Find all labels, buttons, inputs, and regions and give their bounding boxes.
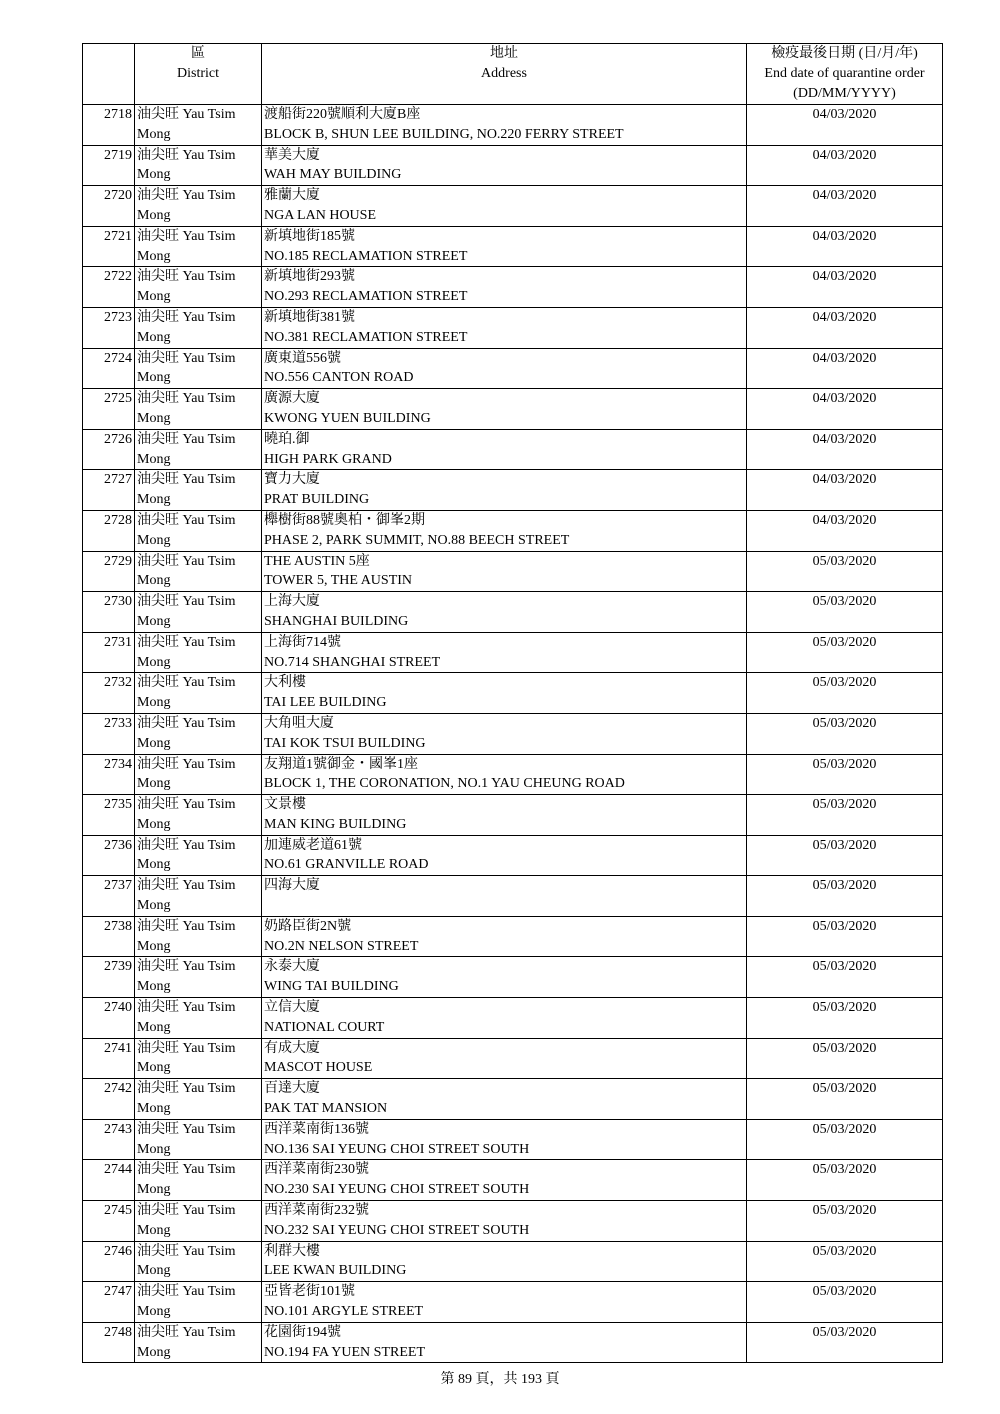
- header-district-en: District: [177, 65, 219, 81]
- row-number: 2725: [83, 389, 135, 430]
- district-line-1: 油尖旺 Yau Tsim: [137, 350, 236, 366]
- address-en: NGA LAN HOUSE: [264, 207, 376, 223]
- address-en: LEE KWAN BUILDING: [264, 1263, 407, 1279]
- table-row: [83, 957, 943, 998]
- address-zh: 花園街194號: [264, 1324, 341, 1340]
- address-en: NO.232 SAI YEUNG CHOI STREET SOUTH: [264, 1222, 530, 1238]
- district-line-2: Mong: [137, 167, 171, 183]
- row-address: [262, 592, 747, 633]
- district-line-2: Mong: [137, 735, 171, 751]
- address-zh: 廣源大廈: [264, 391, 320, 407]
- district-line-2: Mong: [137, 492, 171, 508]
- address-zh: 寶力大廈: [264, 472, 320, 488]
- address-en: NO.185 RECLAMATION STREET: [264, 248, 468, 264]
- row-number: 2731: [83, 632, 135, 673]
- address-en: NO.714 SHANGHAI STREET: [264, 654, 441, 670]
- row-end-date: 04/03/2020: [747, 186, 943, 227]
- header-district-zh: 區: [191, 46, 205, 61]
- address-zh: 曉珀.御: [264, 431, 310, 447]
- row-end-date: 05/03/2020: [747, 1322, 943, 1363]
- header-date-en: End date of quarantine order: [764, 65, 925, 81]
- district-line-1: 油尖旺 Yau Tsim: [137, 715, 236, 731]
- district-line-2: Mong: [137, 1141, 171, 1157]
- row-number: 2742: [83, 1079, 135, 1120]
- row-number: 2741: [83, 1038, 135, 1079]
- address-en: NO.101 ARGYLE STREET: [264, 1304, 424, 1320]
- district-line-2: Mong: [137, 1060, 171, 1076]
- district-line-1: 油尖旺 Yau Tsim: [137, 837, 236, 853]
- table-row: [83, 551, 943, 592]
- table-row: [83, 632, 943, 673]
- address-zh: 友翔道1號御金・國峯1座: [264, 756, 418, 772]
- address-en: NO.556 CANTON ROAD: [264, 370, 414, 386]
- address-en: TAI KOK TSUI BUILDING: [264, 735, 426, 751]
- address-zh: 利群大樓: [264, 1243, 320, 1259]
- district-line-1: 油尖旺 Yau Tsim: [137, 1203, 236, 1219]
- row-end-date: 04/03/2020: [747, 307, 943, 348]
- district-line-1: 油尖旺 Yau Tsim: [137, 797, 236, 813]
- row-number: 2748: [83, 1322, 135, 1363]
- address-en: SHANGHAI BUILDING: [264, 613, 409, 629]
- row-district: [135, 1282, 262, 1323]
- address-zh: 上海大廈: [264, 594, 320, 610]
- district-line-2: Mong: [137, 776, 171, 792]
- table-row: [83, 470, 943, 511]
- row-end-date: 05/03/2020: [747, 551, 943, 592]
- address-en: PAK TAT MANSION: [264, 1101, 388, 1117]
- row-number: 2734: [83, 754, 135, 795]
- row-address: [262, 754, 747, 795]
- row-end-date: 05/03/2020: [747, 1241, 943, 1282]
- table-row: [83, 267, 943, 308]
- address-zh: 西洋菜南街232號: [264, 1203, 369, 1219]
- table-row: [83, 510, 943, 551]
- row-number: 2724: [83, 348, 135, 389]
- address-zh: 立信大廈: [264, 1000, 320, 1016]
- district-line-1: 油尖旺 Yau Tsim: [137, 431, 236, 447]
- row-number: 2745: [83, 1201, 135, 1242]
- district-line-1: 油尖旺 Yau Tsim: [137, 1284, 236, 1300]
- district-line-2: Mong: [137, 573, 171, 589]
- table-row: [83, 1079, 943, 1120]
- row-end-date: 04/03/2020: [747, 510, 943, 551]
- address-zh: 亞皆老街101號: [264, 1284, 355, 1300]
- table-row: [83, 916, 943, 957]
- district-line-2: Mong: [137, 816, 171, 832]
- row-address: [262, 632, 747, 673]
- table-row: [83, 105, 943, 146]
- row-address: [262, 348, 747, 389]
- row-number: 2740: [83, 998, 135, 1039]
- row-end-date: 05/03/2020: [747, 632, 943, 673]
- row-district: [135, 998, 262, 1039]
- row-district: [135, 592, 262, 633]
- table-row: [83, 1322, 943, 1363]
- row-end-date: 05/03/2020: [747, 795, 943, 836]
- row-number: 2718: [83, 105, 135, 146]
- address-en: PRAT BUILDING: [264, 492, 370, 508]
- district-line-2: Mong: [137, 938, 171, 954]
- row-district: [135, 1079, 262, 1120]
- district-line-1: 油尖旺 Yau Tsim: [137, 553, 236, 569]
- district-line-1: 油尖旺 Yau Tsim: [137, 959, 236, 975]
- row-address: [262, 1241, 747, 1282]
- district-line-1: 油尖旺 Yau Tsim: [137, 391, 236, 407]
- district-line-2: Mong: [137, 329, 171, 345]
- row-number: 2736: [83, 835, 135, 876]
- row-address: [262, 835, 747, 876]
- row-address: [262, 429, 747, 470]
- address-zh: 上海街714號: [264, 634, 341, 650]
- row-end-date: 05/03/2020: [747, 1282, 943, 1323]
- address-zh: 新填地街185號: [264, 228, 355, 244]
- address-en: TAI LEE BUILDING: [264, 695, 387, 711]
- row-end-date: 04/03/2020: [747, 429, 943, 470]
- table-row: [83, 998, 943, 1039]
- row-address: [262, 267, 747, 308]
- table-row: [83, 795, 943, 836]
- district-line-2: Mong: [137, 898, 171, 914]
- row-district: [135, 754, 262, 795]
- row-address: [262, 1201, 747, 1242]
- table-row: [83, 1282, 943, 1323]
- district-line-2: Mong: [137, 1304, 171, 1320]
- row-number: 2728: [83, 510, 135, 551]
- district-line-1: 油尖旺 Yau Tsim: [137, 309, 236, 325]
- district-line-2: Mong: [137, 1019, 171, 1035]
- district-line-1: 油尖旺 Yau Tsim: [137, 594, 236, 610]
- table-row: [83, 713, 943, 754]
- address-zh: THE AUSTIN 5座: [264, 553, 370, 569]
- row-end-date: 05/03/2020: [747, 835, 943, 876]
- table-row: [83, 835, 943, 876]
- table-body: [83, 105, 943, 1363]
- quarantine-address-table: [82, 43, 943, 1363]
- table-row: [83, 429, 943, 470]
- row-address: [262, 1282, 747, 1323]
- row-number: 2726: [83, 429, 135, 470]
- district-line-1: 油尖旺 Yau Tsim: [137, 1000, 236, 1016]
- row-number: 2732: [83, 673, 135, 714]
- address-zh: 西洋菜南街230號: [264, 1162, 369, 1178]
- row-number: 2747: [83, 1282, 135, 1323]
- district-line-1: 油尖旺 Yau Tsim: [137, 1162, 236, 1178]
- district-line-2: Mong: [137, 695, 171, 711]
- table-row: [83, 876, 943, 917]
- row-number: 2719: [83, 145, 135, 186]
- row-district: [135, 1241, 262, 1282]
- district-line-2: Mong: [137, 613, 171, 629]
- row-number: 2727: [83, 470, 135, 511]
- district-line-1: 油尖旺 Yau Tsim: [137, 147, 236, 163]
- row-district: [135, 713, 262, 754]
- address-zh: 西洋菜南街136號: [264, 1121, 369, 1137]
- district-line-1: 油尖旺 Yau Tsim: [137, 188, 236, 204]
- row-end-date: 04/03/2020: [747, 145, 943, 186]
- row-end-date: 04/03/2020: [747, 226, 943, 267]
- row-number: 2729: [83, 551, 135, 592]
- address-en: PHASE 2, PARK SUMMIT, NO.88 BEECH STREET: [264, 532, 570, 548]
- row-district: [135, 551, 262, 592]
- address-en: NO.230 SAI YEUNG CHOI STREET SOUTH: [264, 1182, 530, 1198]
- district-line-2: Mong: [137, 289, 171, 305]
- address-zh: 大角咀大廈: [264, 715, 334, 731]
- address-zh: 百達大廈: [264, 1081, 320, 1097]
- row-number: 2721: [83, 226, 135, 267]
- table-row: [83, 307, 943, 348]
- row-number: 2722: [83, 267, 135, 308]
- row-district: [135, 510, 262, 551]
- row-end-date: 05/03/2020: [747, 592, 943, 633]
- header-end-date: [747, 44, 943, 105]
- address-zh: 新填地街381號: [264, 309, 355, 325]
- row-district: [135, 307, 262, 348]
- row-end-date: 05/03/2020: [747, 957, 943, 998]
- district-line-2: Mong: [137, 857, 171, 873]
- table-row: [83, 226, 943, 267]
- row-address: [262, 551, 747, 592]
- row-district: [135, 916, 262, 957]
- row-district: [135, 795, 262, 836]
- address-zh: 大利樓: [264, 675, 306, 691]
- address-zh: 加連威老道61號: [264, 837, 362, 853]
- address-en: NO.2N NELSON STREET: [264, 938, 419, 954]
- row-district: [135, 226, 262, 267]
- address-zh: 文景樓: [264, 797, 306, 813]
- table-row: [83, 1119, 943, 1160]
- row-number: 2746: [83, 1241, 135, 1282]
- row-end-date: 05/03/2020: [747, 876, 943, 917]
- row-district: [135, 470, 262, 511]
- address-en: WING TAI BUILDING: [264, 979, 399, 995]
- district-line-2: Mong: [137, 126, 171, 142]
- address-en: NO.381 RECLAMATION STREET: [264, 329, 468, 345]
- address-en: MAN KING BUILDING: [264, 816, 407, 832]
- row-end-date: 05/03/2020: [747, 1160, 943, 1201]
- row-end-date: 04/03/2020: [747, 267, 943, 308]
- district-line-2: Mong: [137, 1222, 171, 1238]
- table-header: [83, 44, 943, 105]
- row-address: [262, 1322, 747, 1363]
- row-address: [262, 510, 747, 551]
- address-zh: 廣東道556號: [264, 350, 341, 366]
- row-number: 2730: [83, 592, 135, 633]
- row-end-date: 05/03/2020: [747, 1119, 943, 1160]
- table-row: [83, 1160, 943, 1201]
- district-line-1: 油尖旺 Yau Tsim: [137, 1243, 236, 1259]
- table-row: [83, 1201, 943, 1242]
- row-district: [135, 105, 262, 146]
- district-line-1: 油尖旺 Yau Tsim: [137, 1040, 236, 1056]
- district-line-2: Mong: [137, 1182, 171, 1198]
- row-district: [135, 429, 262, 470]
- row-end-date: 05/03/2020: [747, 754, 943, 795]
- table-row: [83, 754, 943, 795]
- row-address: [262, 1119, 747, 1160]
- address-en: NO.293 RECLAMATION STREET: [264, 289, 468, 305]
- row-end-date: 05/03/2020: [747, 1038, 943, 1079]
- row-address: [262, 876, 747, 917]
- row-end-date: 04/03/2020: [747, 105, 943, 146]
- address-zh: 華美大廈: [264, 147, 320, 163]
- district-line-2: Mong: [137, 1101, 171, 1117]
- district-line-1: 油尖旺 Yau Tsim: [137, 918, 236, 934]
- district-line-2: Mong: [137, 1344, 171, 1360]
- row-address: [262, 1160, 747, 1201]
- row-number: 2720: [83, 186, 135, 227]
- header-address: [262, 44, 747, 105]
- row-address: [262, 957, 747, 998]
- row-address: [262, 470, 747, 511]
- header-number: [83, 44, 135, 105]
- district-line-2: Mong: [137, 410, 171, 426]
- district-line-1: 油尖旺 Yau Tsim: [137, 269, 236, 285]
- header-date-zh: 檢疫最後日期 (日/月/年): [771, 46, 918, 61]
- row-end-date: 04/03/2020: [747, 389, 943, 430]
- district-line-1: 油尖旺 Yau Tsim: [137, 1324, 236, 1340]
- header-date-format: (DD/MM/YYYY): [793, 85, 896, 101]
- row-address: [262, 713, 747, 754]
- address-zh: 奶路臣街2N號: [264, 918, 352, 934]
- address-en: BLOCK 1, THE CORONATION, NO.1 YAU CHEUNG ROAD: [264, 776, 625, 792]
- district-line-2: Mong: [137, 207, 171, 223]
- row-number: 2723: [83, 307, 135, 348]
- row-end-date: 04/03/2020: [747, 348, 943, 389]
- row-end-date: 05/03/2020: [747, 1079, 943, 1120]
- address-zh: 新填地街293號: [264, 269, 355, 285]
- address-en: BLOCK B, SHUN LEE BUILDING, NO.220 FERRY STREET: [264, 126, 624, 142]
- row-district: [135, 835, 262, 876]
- address-en: HIGH PARK GRAND: [264, 451, 392, 467]
- row-address: [262, 916, 747, 957]
- table-row: [83, 389, 943, 430]
- address-en: KWONG YUEN BUILDING: [264, 410, 431, 426]
- row-district: [135, 1038, 262, 1079]
- address-en: NO.61 GRANVILLE ROAD: [264, 857, 429, 873]
- row-end-date: 05/03/2020: [747, 916, 943, 957]
- address-en: NO.136 SAI YEUNG CHOI STREET SOUTH: [264, 1141, 530, 1157]
- row-address: [262, 998, 747, 1039]
- row-end-date: 04/03/2020: [747, 470, 943, 511]
- row-district: [135, 1322, 262, 1363]
- row-address: [262, 795, 747, 836]
- row-address: [262, 673, 747, 714]
- row-district: [135, 673, 262, 714]
- row-address: [262, 389, 747, 430]
- address-en: WAH MAY BUILDING: [264, 167, 402, 183]
- header-district: [135, 44, 262, 105]
- district-line-2: Mong: [137, 370, 171, 386]
- district-line-1: 油尖旺 Yau Tsim: [137, 634, 236, 650]
- row-address: [262, 1038, 747, 1079]
- row-district: [135, 1160, 262, 1201]
- row-district: [135, 348, 262, 389]
- row-number: 2743: [83, 1119, 135, 1160]
- table-row: [83, 592, 943, 633]
- row-district: [135, 267, 262, 308]
- table-row: [83, 1241, 943, 1282]
- row-address: [262, 1079, 747, 1120]
- district-line-2: Mong: [137, 979, 171, 995]
- address-zh: 四海大廈: [264, 878, 320, 894]
- address-zh: 櫸樹街88號奧柏・御峯2期: [264, 512, 425, 528]
- row-district: [135, 389, 262, 430]
- row-district: [135, 145, 262, 186]
- table-row: [83, 673, 943, 714]
- district-line-2: Mong: [137, 1263, 171, 1279]
- district-line-1: 油尖旺 Yau Tsim: [137, 107, 236, 122]
- header-address-en: Address: [481, 65, 527, 81]
- row-address: [262, 145, 747, 186]
- row-district: [135, 1201, 262, 1242]
- address-en: NO.194 FA YUEN STREET: [264, 1344, 425, 1360]
- row-number: 2738: [83, 916, 135, 957]
- row-number: 2744: [83, 1160, 135, 1201]
- row-district: [135, 1119, 262, 1160]
- address-zh: 雅蘭大廈: [264, 188, 320, 204]
- row-address: [262, 186, 747, 227]
- district-line-1: 油尖旺 Yau Tsim: [137, 512, 236, 528]
- row-number: 2735: [83, 795, 135, 836]
- row-end-date: 05/03/2020: [747, 673, 943, 714]
- district-line-2: Mong: [137, 654, 171, 670]
- address-en: TOWER 5, THE AUSTIN: [264, 573, 413, 589]
- district-line-2: Mong: [137, 532, 171, 548]
- table-row: [83, 1038, 943, 1079]
- row-address: [262, 105, 747, 146]
- row-address: [262, 307, 747, 348]
- district-line-1: 油尖旺 Yau Tsim: [137, 228, 236, 244]
- district-line-1: 油尖旺 Yau Tsim: [137, 1121, 236, 1137]
- row-number: 2733: [83, 713, 135, 754]
- district-line-2: Mong: [137, 451, 171, 467]
- table-row: [83, 186, 943, 227]
- row-district: [135, 186, 262, 227]
- table-row: [83, 145, 943, 186]
- row-number: 2739: [83, 957, 135, 998]
- address-en: NATIONAL COURT: [264, 1019, 385, 1035]
- district-line-2: Mong: [137, 248, 171, 264]
- row-end-date: 05/03/2020: [747, 1201, 943, 1242]
- district-line-1: 油尖旺 Yau Tsim: [137, 1081, 236, 1097]
- address-zh: 有成大廈: [264, 1040, 320, 1056]
- district-line-1: 油尖旺 Yau Tsim: [137, 675, 236, 691]
- address-zh: 渡船街220號順利大廈B座: [264, 107, 421, 122]
- district-line-1: 油尖旺 Yau Tsim: [137, 878, 236, 894]
- row-number: 2737: [83, 876, 135, 917]
- row-end-date: 05/03/2020: [747, 713, 943, 754]
- table-row: [83, 348, 943, 389]
- address-en: MASCOT HOUSE: [264, 1060, 373, 1076]
- page-number: 第 89 頁，共 193 頁: [440, 1372, 560, 1387]
- row-end-date: 05/03/2020: [747, 998, 943, 1039]
- row-district: [135, 632, 262, 673]
- district-line-1: 油尖旺 Yau Tsim: [137, 472, 236, 488]
- header-address-zh: 地址: [490, 46, 518, 61]
- row-address: [262, 226, 747, 267]
- row-district: [135, 957, 262, 998]
- row-district: [135, 876, 262, 917]
- district-line-1: 油尖旺 Yau Tsim: [137, 756, 236, 772]
- address-zh: 永泰大廈: [264, 959, 320, 975]
